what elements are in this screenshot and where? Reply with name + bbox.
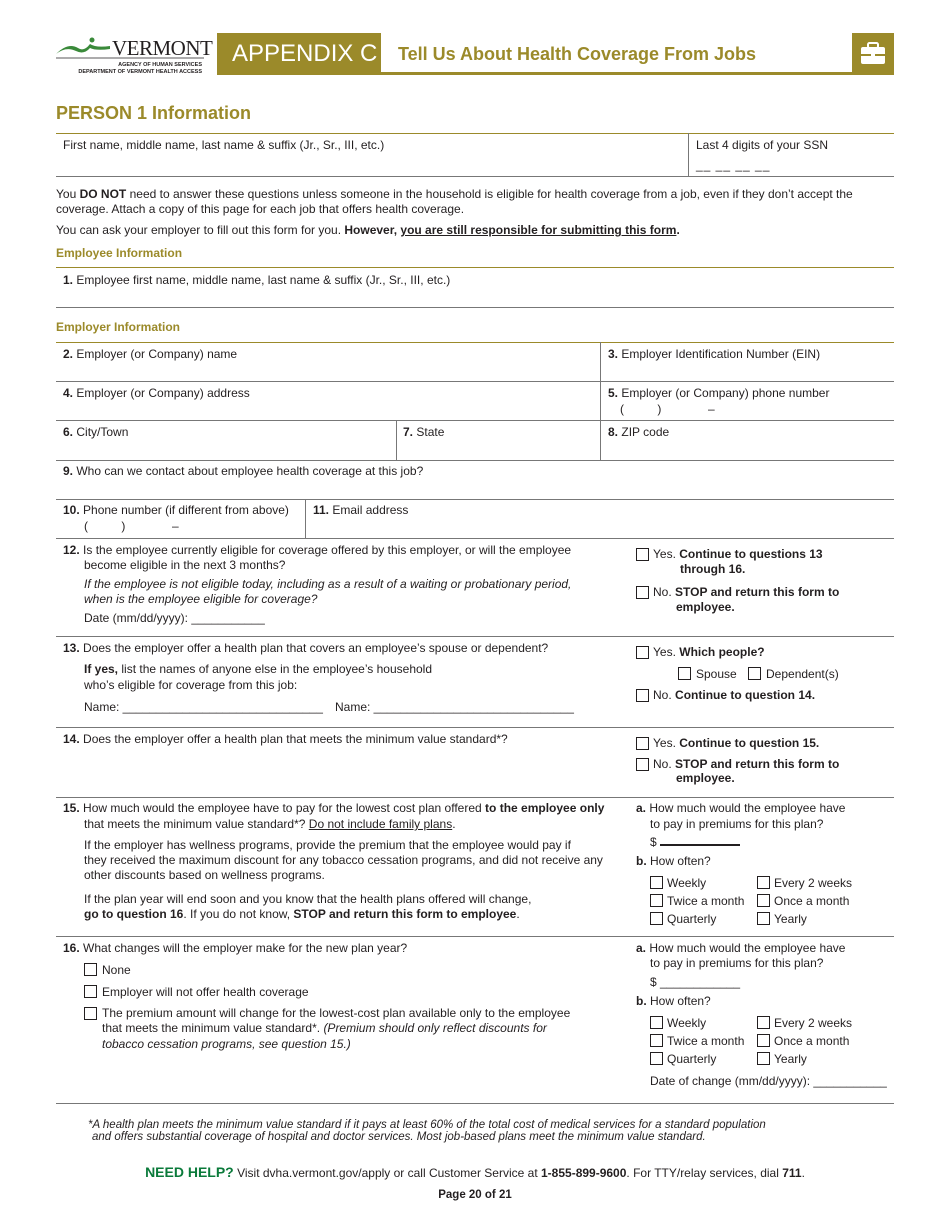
q13-name-field-1[interactable]: Name: ______________________________ [84, 700, 323, 714]
q15-yearly-checkbox[interactable] [757, 912, 770, 925]
q14-no-checkbox[interactable] [636, 758, 649, 771]
q15-weekly-label: Weekly [667, 876, 707, 890]
q12-no-checkbox[interactable] [636, 586, 649, 599]
q16a-label: a. How much would the employee have [636, 941, 846, 955]
question-11[interactable]: 11. Email address [313, 503, 409, 517]
person-name-label: First name, middle name, last name & suffix (Jr., Sr., III, etc.) [63, 138, 385, 152]
q15a-label-line2: to pay in premiums for this plan? [650, 817, 824, 831]
question-12: 12. Is the employee currently eligible for coverage offered by this employer, or will the employee [63, 543, 572, 557]
q13-yes-label: Yes. Which people? [653, 645, 765, 659]
q15-every-2-weeks-label: Every 2 weeks [774, 876, 853, 890]
q12-no-label-line2: employee. [676, 600, 735, 614]
q16-yearly-checkbox[interactable] [757, 1052, 770, 1065]
footnote-line1: *A health plan meets the minimum value standard if it pays at least 60% of the total cost of medical services for a standard population [88, 1119, 766, 1131]
q16-yearly-label: Yearly [774, 1052, 807, 1066]
phone-blank[interactable]: ( ) – [620, 402, 715, 416]
section-employee-information: Employee Information [56, 246, 183, 260]
divider [56, 936, 894, 937]
question-12-note-line2: when is the employee eligible for coverage? [84, 592, 318, 606]
question-12-line2: become eligible in the next 3 months? [84, 558, 286, 572]
q16-date-of-change-field[interactable]: Date of change (mm/dd/yyyy): ___________ [650, 1074, 887, 1088]
question-15-wellness-line2: they received the maximum discount for any tobacco cessation programs, and did not receive any [84, 853, 603, 867]
q16a-amount-field[interactable]: $ ____________ [650, 975, 741, 989]
q13-dependent-label: Dependent(s) [766, 667, 839, 681]
q15a-amount-field[interactable]: $ [650, 835, 740, 850]
divider [56, 133, 894, 134]
question-15-line2: that meets the minimum value standard*? Do not include family plans. [84, 817, 456, 831]
q14-no-label-line2: employee. [676, 771, 735, 785]
question-13-instructions-line2: who’s eligible for coverage from this job: [84, 678, 298, 692]
q15-quarterly-checkbox[interactable] [650, 912, 663, 925]
q15-twice-a-month-checkbox[interactable] [650, 894, 663, 907]
q16-premium-change-label: The premium amount will change for the lowest-cost plan available only to the employee [102, 1006, 571, 1020]
appendix-label: APPENDIX C [217, 33, 381, 75]
q14-no-label: No. STOP and return this form to [653, 757, 840, 771]
phone-blank[interactable]: ( ) – [84, 519, 179, 533]
q12-yes-checkbox[interactable] [636, 548, 649, 561]
q15-yearly-label: Yearly [774, 912, 807, 926]
q16-once-a-month-label: Once a month [774, 1034, 850, 1048]
divider [56, 797, 894, 798]
q16-premium-change-line2: that meets the minimum value standard*. (Premium should only reflect discounts for [102, 1021, 547, 1035]
q16-twice-a-month-label: Twice a month [667, 1034, 745, 1048]
q16-once-a-month-checkbox[interactable] [757, 1034, 770, 1047]
question-4[interactable]: 4. Employer (or Company) address [63, 386, 250, 400]
divider [56, 727, 894, 728]
intro-paragraph: You DO NOT need to answer these questions unless someone in the household is eligible for health coverage from a job, even if they don’t accept the coverage. Attach a copy of this page for each job that offers health coverage. [56, 187, 853, 216]
q14-yes-checkbox[interactable] [636, 737, 649, 750]
divider [56, 636, 894, 637]
question-5[interactable]: 5. Employer (or Company) phone number [608, 386, 830, 400]
q15-once-a-month-checkbox[interactable] [757, 894, 770, 907]
question-2[interactable]: 2. Employer (or Company) name [63, 347, 238, 361]
question-15: 15. How much would the employee have to pay for the lowest cost plan offered to the employee only [63, 801, 605, 815]
question-9[interactable]: 9. Who can we contact about employee health coverage at this job? [63, 464, 424, 478]
divider [56, 307, 894, 308]
ssn-blanks[interactable]: __ __ __ __ [696, 158, 771, 172]
divider [56, 499, 894, 500]
question-16: 16. What changes will the employer make for the new plan year? [63, 941, 408, 955]
q12-date-field[interactable]: Date (mm/dd/yyyy): ___________ [84, 611, 265, 625]
divider [56, 342, 894, 343]
q15-quarterly-label: Quarterly [667, 912, 717, 926]
question-15-wellness: If the employer has wellness programs, provide the premium that the employee would pay if [84, 838, 571, 852]
section-employer-information: Employer Information [56, 320, 181, 334]
question-15-plan-year: If the plan year will end soon and you know that the health plans offered will change, [84, 892, 532, 906]
help-line: NEED HELP? Visit dvha.vermont.gov/apply or call Customer Service at 1-855-899-9600. For TTY/relay services, dial 711. [145, 1164, 805, 1180]
divider [688, 133, 689, 176]
intro-employer-note: You can ask your employer to fill out this form for you. However, you are still responsible for submitting this form. [56, 223, 680, 237]
divider [56, 1103, 894, 1104]
q16-quarterly-label: Quarterly [667, 1052, 717, 1066]
question-7[interactable]: 7. State [403, 425, 445, 439]
divider [600, 342, 601, 460]
question-1[interactable]: 1. Employee first name, middle name, last name & suffix (Jr., Sr., III, etc.) [63, 273, 451, 287]
q16-twice-a-month-checkbox[interactable] [650, 1034, 663, 1047]
question-3[interactable]: 3. Employer Identification Number (EIN) [608, 347, 821, 361]
divider [56, 420, 894, 421]
question-15-plan-year-line2: go to question 16. If you do not know, STOP and return this form to employee. [84, 907, 520, 921]
divider [56, 538, 894, 539]
divider [56, 460, 894, 461]
q16b-label: b. How often? [636, 994, 711, 1008]
q15a-label: a. How much would the employee have [636, 801, 846, 815]
divider [56, 267, 894, 268]
question-13-instructions: If yes, list the names of anyone else in the employee’s household [84, 662, 433, 676]
q13-name-field-2[interactable]: Name: ______________________________ [335, 700, 574, 714]
q13-dependent-checkbox[interactable] [748, 667, 761, 680]
q12-yes-label-line2: through 16. [680, 562, 746, 576]
question-6[interactable]: 6. City/Town [63, 425, 129, 439]
question-12-note: If the employee is not eligible today, including as a result of a waiting or probationary period, [84, 577, 572, 591]
q15-twice-a-month-label: Twice a month [667, 894, 745, 908]
divider [56, 381, 894, 382]
q13-no-checkbox[interactable] [636, 689, 649, 702]
divider [305, 499, 306, 538]
question-10[interactable]: 10. Phone number (if different from above) [63, 503, 289, 517]
briefcase-icon [852, 33, 894, 75]
q13-spouse-checkbox[interactable] [678, 667, 691, 680]
page-title: Tell Us About Health Coverage From Jobs [398, 44, 757, 64]
ssn-label: Last 4 digits of your SSN [696, 138, 829, 152]
divider [396, 420, 397, 460]
logo-wordmark: VERMONT [112, 36, 213, 60]
question-14: 14. Does the employer offer a health plan that meets the minimum value standard*? [63, 732, 508, 746]
logo-agency: AGENCY OF HUMAN SERVICES [118, 62, 202, 68]
divider [56, 176, 894, 177]
logo-department: DEPARTMENT OF VERMONT HEALTH ACCESS [78, 69, 202, 75]
q13-spouse-label: Spouse [696, 667, 737, 681]
question-8[interactable]: 8. ZIP code [608, 425, 670, 439]
q15-once-a-month-label: Once a month [774, 894, 850, 908]
q13-yes-checkbox[interactable] [636, 646, 649, 659]
q16-none-checkbox[interactable] [84, 963, 97, 976]
q16-every-2-weeks-checkbox[interactable] [757, 1016, 770, 1029]
q14-yes-label: Yes. Continue to question 15. [653, 736, 820, 750]
q16-no-offer-checkbox[interactable] [84, 985, 97, 998]
section-title-person: PERSON 1 Information [56, 103, 252, 123]
q15-weekly-checkbox[interactable] [650, 876, 663, 889]
q16-quarterly-checkbox[interactable] [650, 1052, 663, 1065]
q16-no-offer-label: Employer will not offer health coverage [102, 985, 309, 999]
question-15-wellness-line3: other discounts based on wellness programs. [84, 868, 325, 882]
footnote-line2: and offers substantial coverage of hospital and doctor services. Most job-based plans meet the minimum value standard. [92, 1131, 706, 1143]
q13-no-label: No. Continue to question 14. [653, 688, 816, 702]
page-number: Page 20 of 21 [438, 1189, 512, 1201]
q15-every-2-weeks-checkbox[interactable] [757, 876, 770, 889]
question-13: 13. Does the employer offer a health plan that covers an employee’s spouse or dependent? [63, 641, 549, 655]
q16-premium-change-line3: tobacco cessation programs, see question 15.) [102, 1037, 351, 1051]
q16-none-label: None [102, 963, 131, 977]
q15b-label: b. How often? [636, 854, 711, 868]
q16-every-2-weeks-label: Every 2 weeks [774, 1016, 853, 1030]
q16-premium-change-checkbox[interactable] [84, 1007, 97, 1020]
q16-weekly-label: Weekly [667, 1016, 707, 1030]
q16-weekly-checkbox[interactable] [650, 1016, 663, 1029]
q12-yes-label: Yes. Continue to questions 13 [653, 547, 823, 561]
q12-no-label: No. STOP and return this form to [653, 585, 840, 599]
q16a-label-line2: to pay in premiums for this plan? [650, 956, 824, 970]
